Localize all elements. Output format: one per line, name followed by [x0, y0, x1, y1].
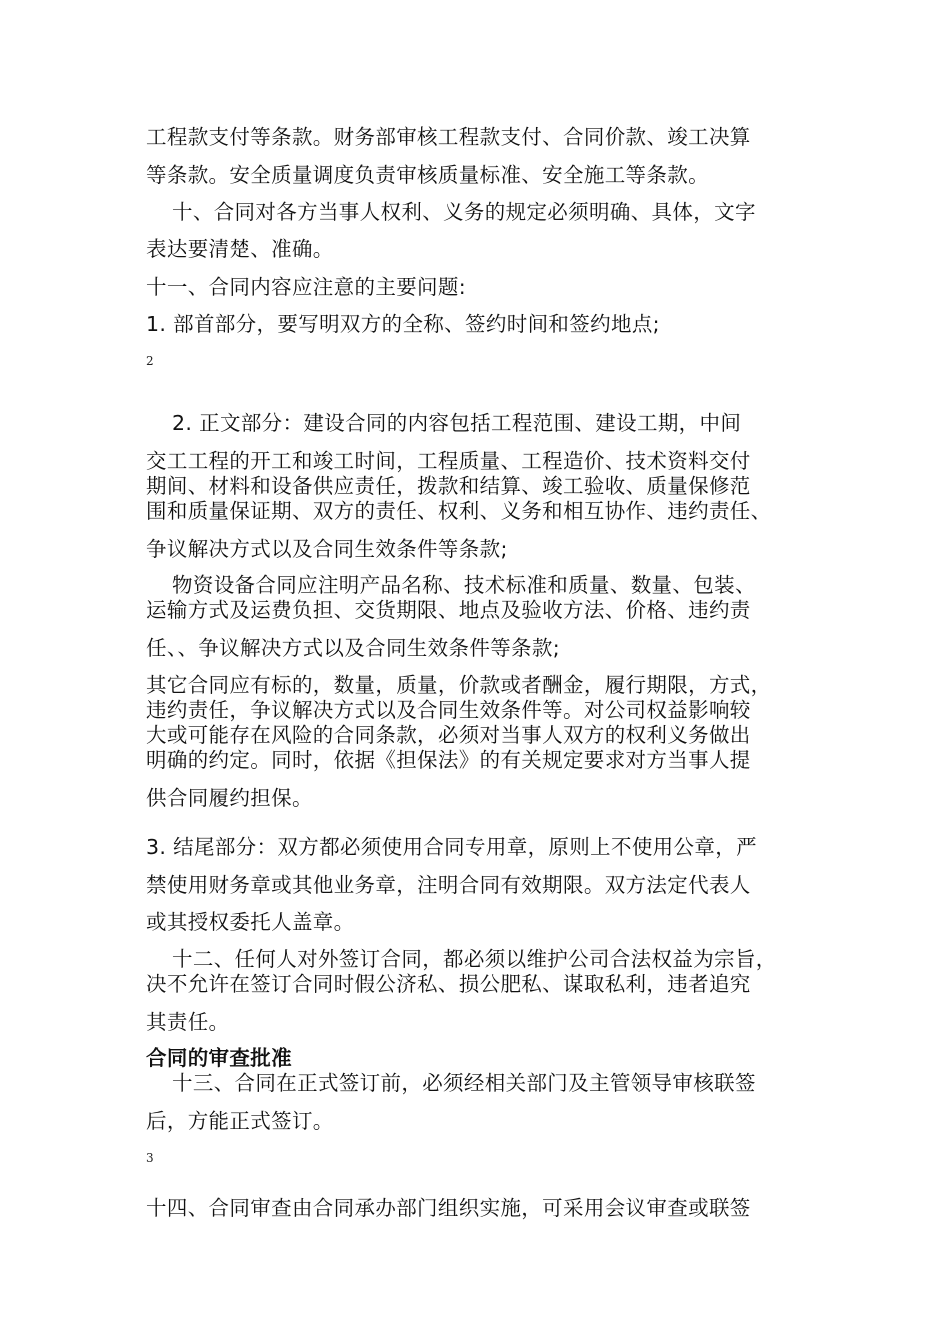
text-line: 十二、任何人对外签订合同，都必须以维护公司合法权益为宗旨，: [172, 947, 777, 971]
text-line: 或其授权委托人盖章。: [146, 910, 355, 934]
list-item: 2. 正文部分：建设合同的内容包括工程范围、建设工期，中间: [172, 411, 742, 435]
text-line: 运输方式及运费负担、交货期限、地点及验收方法、价格、违约责: [146, 598, 751, 622]
text-line: 其责任。: [146, 1010, 230, 1034]
section-heading: 十一、合同内容应注意的主要问题:: [146, 275, 467, 299]
section-heading: 合同的审查批准: [146, 1046, 292, 1070]
text-line: 其它合同应有标的，数量，质量，价款或者酬金，履行期限，方式，: [146, 673, 772, 697]
text-line: 交工工程的开工和竣工时间，工程质量、工程造价、技术资料交付: [146, 449, 751, 473]
text-line: 明确的约定。同时，依据《担保法》的有关规定要求对方当事人提: [146, 748, 751, 772]
list-item: 3. 结尾部分：双方都必须使用合同专用章，原则上不使用公章，严: [146, 835, 757, 859]
text-line: 工程款支付等条款。财务部审核工程款支付、合同价款、竣工决算: [146, 125, 751, 149]
text-line: 任、、争议解决方式以及合同生效条件等条款;: [146, 636, 561, 660]
text-line: 后，方能正式签订。: [146, 1109, 334, 1133]
text-line: 争议解决方式以及合同生效条件等条款;: [146, 537, 508, 561]
text-line: 十、合同对各方当事人权利、义务的规定必须明确、具体，文字: [172, 200, 756, 224]
text-line: 禁使用财务章或其他业务章，注明合同有效期限。双方法定代表人: [146, 873, 751, 897]
text-line: 等条款。安全质量调度负责审核质量标准、安全施工等条款。: [146, 163, 709, 187]
text-line: 物资设备合同应注明产品名称、技术标准和质量、数量、包装、: [172, 573, 756, 597]
text-line: 违约责任，争议解决方式以及合同生效条件等。对公司权益影响较: [146, 698, 751, 722]
text-line: 决不允许在签订合同时假公济私、损公肥私、谋取私利，违者追究: [146, 972, 751, 996]
text-line: 围和质量保证期、双方的责任、权利、义务和相互协作、违约责任、: [146, 499, 772, 523]
text-line: 大或可能存在风险的合同条款，必须对当事人双方的权利义务做出: [146, 723, 751, 747]
text-line: 期间、材料和设备供应责任，拨款和结算、竣工验收、质量保修范: [146, 474, 751, 498]
text-line: 十四、合同审查由合同承办部门组织实施，可采用会议审查或联签: [146, 1196, 751, 1220]
text-line: 表达要清楚、准确。: [146, 237, 334, 261]
list-item: 1. 部首部分，要写明双方的全称、签约时间和签约地点;: [146, 312, 660, 336]
text-line: 十三、合同在正式签订前，必须经相关部门及主管领导审核联签: [172, 1071, 756, 1095]
page-number: 2: [146, 354, 154, 368]
page-number: 3: [146, 1151, 154, 1165]
text-line: 供合同履约担保。: [146, 786, 313, 810]
